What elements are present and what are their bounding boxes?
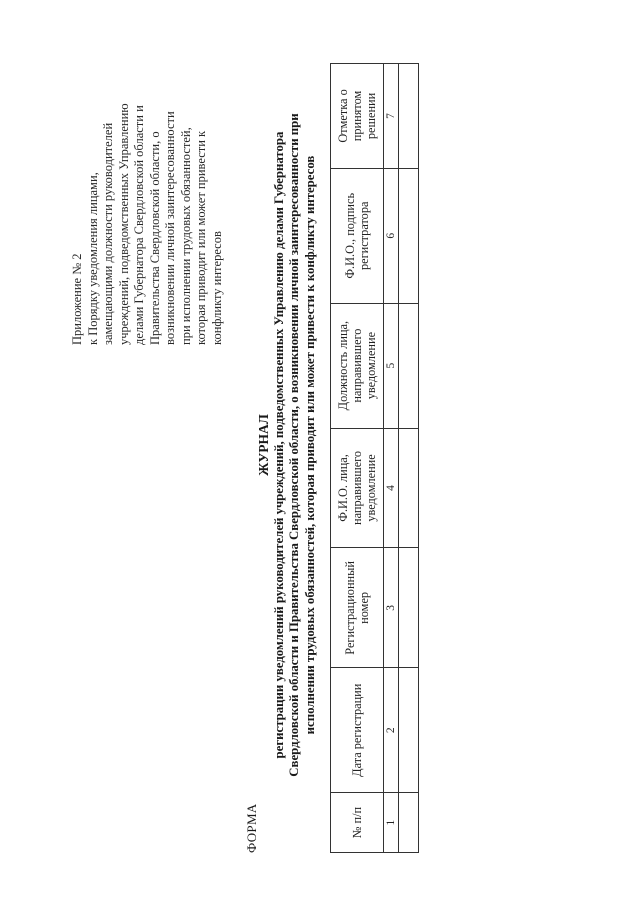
column-header: Ф.И.О. лица, направившего уведомление [331,428,384,548]
appendix-line: к Порядку уведомления лицами, [85,172,100,345]
appendix-line: возникновении личной заинтересованности [163,111,177,345]
appendix-line: делами Губернатора Свердловской области и [132,105,146,345]
appendix-line: при исполнении трудовых обязанностей, [178,127,193,345]
table-cell [399,303,419,428]
journal-title: ЖУРНАЛ [256,414,271,476]
column-number: 2 [384,668,399,793]
journal-subtitle-line: исполнении трудовых обязанностей, которая приводит или может привести к конфликту интересов [302,155,317,735]
appendix-line: конфликту интересов [209,231,224,345]
column-header: Дата регистрации [331,668,384,793]
journal-table [330,63,419,853]
journal-heading [256,45,318,845]
appendix-line: Правительства Свердловской области, о [147,131,162,345]
column-number: 4 [384,428,399,548]
appendix-line: замещающими должности руководителей [101,122,115,345]
column-header: Регистрационный номер [331,548,384,668]
table-cell [399,64,419,169]
column-header: Ф.И.О., подпись регистратора [331,168,384,303]
column-number: 7 [384,64,399,169]
table-cell [399,668,419,793]
table-cell [399,793,419,853]
table-row [399,64,419,853]
appendix-line: Приложение № 2 [70,253,84,345]
appendix-block [70,75,225,345]
appendix-line: которая приводит или может привести к [194,130,208,345]
column-number: 1 [384,793,399,853]
journal-subtitle-line: Свердловской области и Правительства Свердловской области, о возникновении личной заинтересованности при [287,113,301,777]
column-number: 6 [384,168,399,303]
column-number-row [384,64,399,853]
column-header: № п/п [331,793,384,853]
column-number: 3 [384,548,399,668]
appendix-line: учреждений, подведомственных Управлению [116,103,131,345]
journal-subtitle-line: регистрации уведомлений руководителей учреждений, подведомственных Управлению делами Губернатора [271,131,286,759]
table-cell [399,168,419,303]
form-label: ФОРМА [244,803,259,853]
table-cell [399,428,419,548]
column-header: Отметка о принятом решении [331,64,384,169]
column-number: 5 [384,303,399,428]
column-header: Должность лица, направившего уведомление [331,303,384,428]
table-header-row [331,64,384,853]
table-cell [399,548,419,668]
